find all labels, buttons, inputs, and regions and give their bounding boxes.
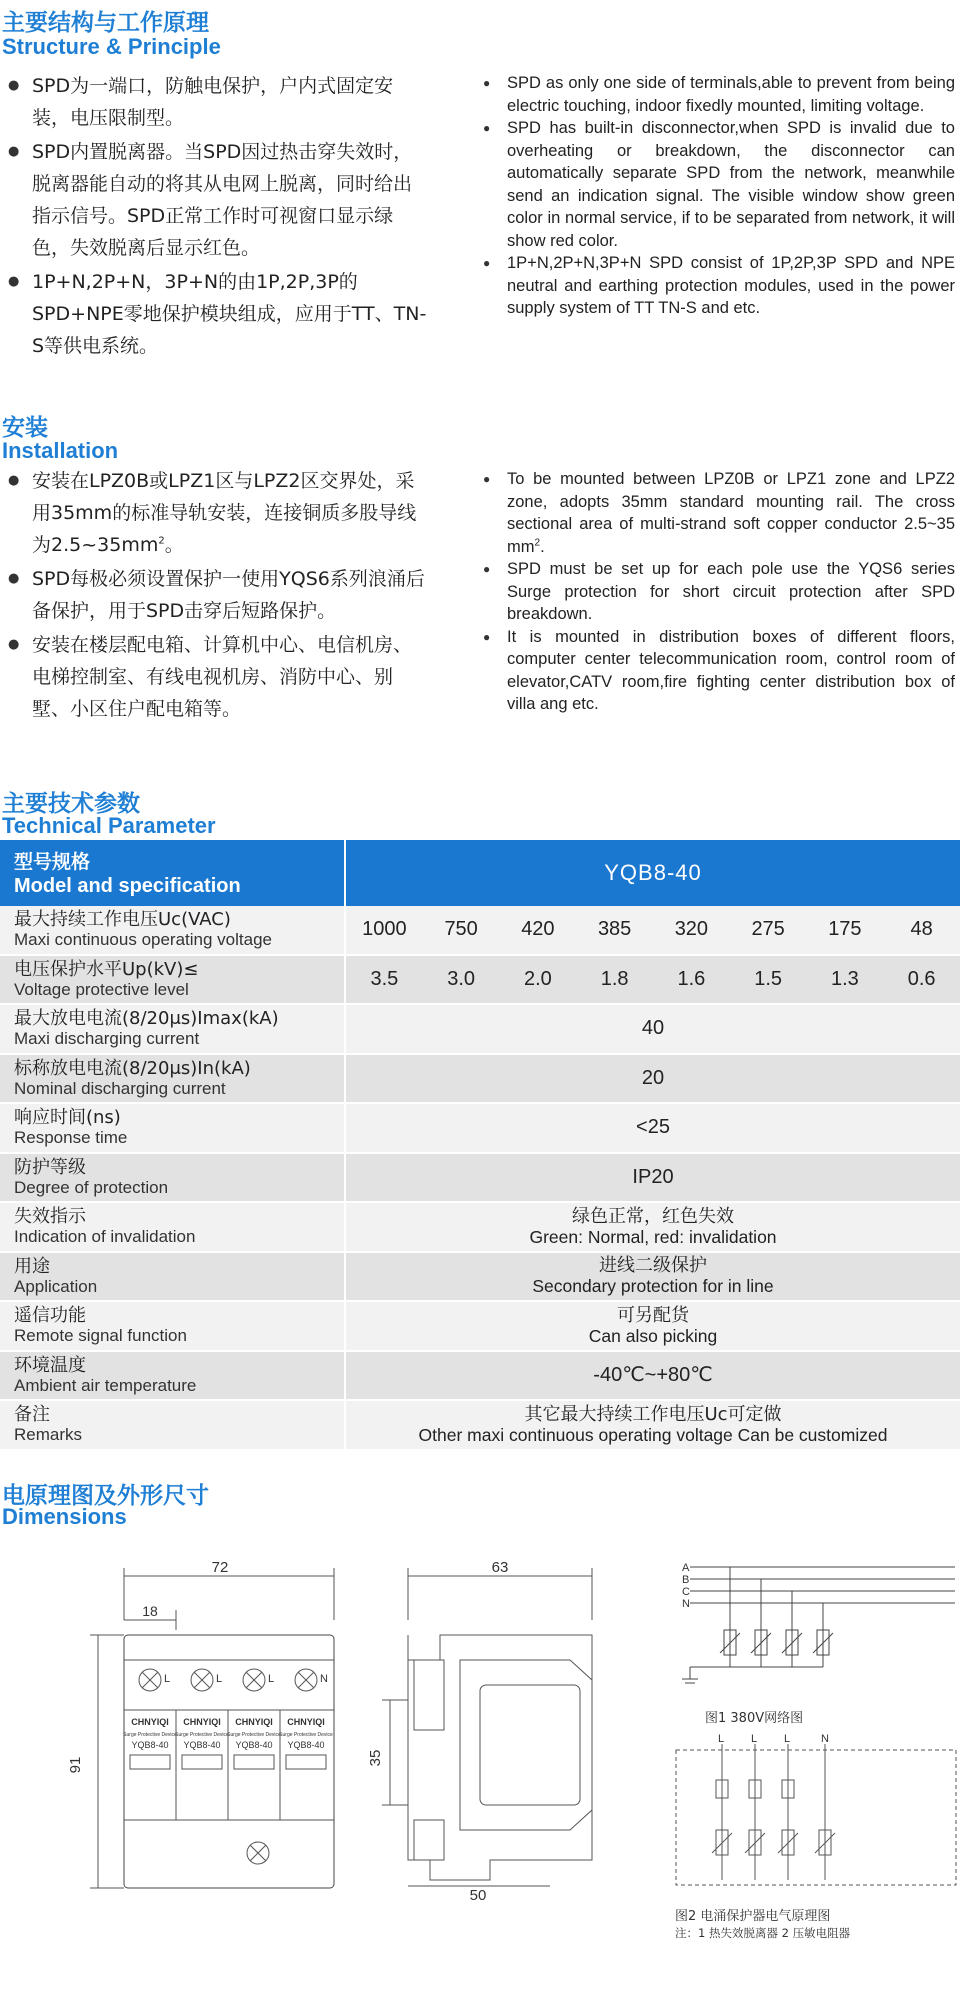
structure-en-list — [483, 72, 955, 320]
row-label-cn: 最大放电电流(8/20μs)Imax(kA) — [14, 1008, 279, 1029]
table-cell: IP20 — [632, 1165, 674, 1188]
table-row — [0, 1154, 960, 1204]
svg-text:Surge Protective Device: Surge Protective Device — [279, 1732, 333, 1738]
structure-cn-item: ● SPD内置脱离器。当SPD因过热击穿失效时，脱离器能自动的将其从电网上脱离，同时给出指示信号。SPD正常工作时可视窗口显示绿色，失效脱离后显示红色。 — [8, 136, 428, 264]
table-cell: 1.8 — [600, 967, 629, 990]
table-cell: 进线二级保护 Secondary protection for in line — [532, 1255, 774, 1297]
row-label-en: Maxi continuous operating voltage — [14, 930, 272, 949]
table-row — [0, 956, 960, 1006]
row-label-en: Application — [14, 1276, 98, 1296]
svg-text:YQB8-40: YQB8-40 — [183, 1740, 221, 1750]
installation-en-list — [483, 468, 955, 716]
row-label-cn: 环境温度 — [14, 1354, 86, 1376]
table-row — [0, 1253, 960, 1303]
table-cell: 0.6 — [907, 967, 936, 990]
structure-cn-list — [8, 70, 428, 364]
dim-rail-label: 35 — [367, 1749, 384, 1767]
svg-text:Surge Protective Device: Surge Protective Device — [123, 1732, 177, 1738]
svg-text:Surge Protective Device: Surge Protective Device — [227, 1732, 281, 1738]
svg-text:CHNYIQI: CHNYIQI — [235, 1717, 273, 1727]
svg-text:L: L — [216, 1673, 223, 1685]
installation-cn-item: ● 安装在LPZ0B或LPZ1区与LPZ2区交界处，采用35mm的标准导轨安装，连接铜质多股导线为$2.5\sim 35mm^2$。 — [8, 465, 428, 561]
structure-en-item: ● SPD has built-in disconnector,when SPD is invalid due to overheating or breakdown, the disconnector can automatically separate SPD from the network, meanwhile send an indication signal. The visible window show green color in normal service, if to be separated from network, it will show red color. — [483, 117, 955, 252]
svg-text:L: L — [268, 1673, 275, 1685]
svg-text:YQB8-40: YQB8-40 — [235, 1740, 273, 1750]
table-cell: 1.3 — [830, 967, 859, 990]
dim-side-width-label: 63 — [491, 1559, 509, 1576]
row-label-cn: 用途 — [14, 1255, 50, 1277]
installation-title-cn: 安装 — [2, 415, 48, 441]
fig2-note: 注：1 热失效脱离器 2 压敏电阻器 — [675, 1926, 851, 1940]
structure-title-cn: 主要结构与工作原理 — [2, 10, 209, 36]
structure-en-item: ● SPD as only one side of terminals,able to prevent from being electric touching, indoor fixedly mounted, limiting voltage. — [483, 72, 955, 117]
parameter-table — [0, 840, 960, 1451]
table-cell: 3.5 — [370, 967, 399, 990]
table-row — [0, 1005, 960, 1055]
row-label-en: Ambient air temperature — [14, 1375, 197, 1395]
svg-text:L: L — [784, 1733, 791, 1745]
table-row — [0, 1104, 960, 1154]
svg-text:N: N — [682, 1598, 690, 1610]
table-cell: 可另配货 Can also picking — [588, 1304, 718, 1346]
front-view-drawing — [60, 1560, 360, 1900]
network-diagram — [660, 1555, 960, 1700]
header-label-en: Model and specification — [14, 875, 241, 897]
table-cell: 绿色正常，红色失效 Green: Normal, red: invalidation — [529, 1205, 777, 1247]
table-cell: 48 — [910, 918, 933, 941]
row-label-cn: 电压保护水平Up(kV)≤ — [14, 958, 199, 980]
svg-text:N: N — [320, 1673, 328, 1685]
row-label-en: Remote signal function — [14, 1326, 187, 1345]
svg-text:CHNYIQI: CHNYIQI — [287, 1717, 325, 1727]
tech-title-cn: 主要技术参数 — [2, 791, 140, 817]
table-cell: 320 — [674, 918, 709, 941]
structure-en-item: ● 1P+N,2P+N,3P+N SPD consist of 1P,2P,3P SPD and NPE neutral and earthing protection modules, used in the power supply system of TT TN-S and etc. — [483, 252, 955, 320]
tech-title-en: Technical Parameter — [2, 813, 216, 838]
installation-cn-item: ● SPD每极必须设置保护一使用YQS6系列浪涌后备保护，用于SPD击穿后短路保护。 — [8, 563, 428, 627]
svg-text:Surge Protective Device: Surge Protective Device — [175, 1732, 229, 1738]
row-label-en: Maxi discharging current — [14, 1029, 200, 1048]
structure-cn-item: ● SPD为一端口，防触电保护，户内式固定安装，电压限制型。 — [8, 70, 428, 134]
dim-height-label: 91 — [67, 1756, 84, 1774]
table-row — [0, 1302, 960, 1352]
row-label-cn: 失效指示 — [14, 1206, 86, 1227]
table-cell: 175 — [828, 918, 862, 941]
svg-text:L: L — [751, 1733, 758, 1745]
row-label-cn: 防护等级 — [14, 1156, 86, 1178]
table-cell: 385 — [597, 918, 632, 941]
svg-text:B: B — [682, 1574, 690, 1586]
installation-en-item: ● It is mounted in distribution boxes of different floors, computer center telecommunication room, control room of elevator,CATV room,fire fighting center distribution box of villa ang etc. — [483, 626, 955, 716]
svg-text:YQB8-40: YQB8-40 — [287, 1740, 325, 1750]
row-label-cn: 遥信功能 — [14, 1305, 86, 1326]
table-row — [0, 1401, 960, 1451]
row-label-en: Voltage protective level — [14, 979, 189, 999]
structure-cn-item: ● 1P+N,2P+N，3P+N的由1P,2P,3P的SPD+NPE零地保护模块组成，应用于TT、TN-S等供电系统。 — [8, 266, 428, 362]
fig1-caption: 图1 380V网络图 — [705, 1711, 804, 1726]
installation-cn-item: ● 安装在楼层配电箱、计算机中心、电信机房、电梯控制室、有线电视机房、消防中心、别墅、小区住户配电箱等。 — [8, 629, 428, 725]
structure-title-en: Structure & Principle — [2, 34, 221, 59]
table-cell: 1.6 — [677, 967, 706, 990]
table-cell: 3.0 — [447, 967, 476, 990]
installation-title-en: Installation — [2, 438, 119, 463]
table-cell: 750 — [444, 918, 478, 941]
svg-text:C: C — [682, 1586, 690, 1598]
model-name: YQB8-40 — [346, 840, 960, 906]
row-label-cn: 标称放电电流(8/20μs)In(kA) — [14, 1057, 251, 1079]
side-view-drawing — [367, 1559, 610, 1904]
model-label: YQB8-40 — [131, 1740, 169, 1750]
table-cell: 2.0 — [523, 967, 552, 990]
dim-pole-label: 18 — [142, 1603, 158, 1619]
row-label-cn: 响应时间(ns) — [14, 1107, 121, 1128]
row-label-en: Remarks — [14, 1425, 83, 1444]
installation-en-item: ● SPD must be set up for each pole use the YQS6 series Surge protection for short circuit protection after SPD breakdown. — [483, 558, 955, 626]
dimensions-title-en: Dimensions — [2, 1504, 127, 1529]
installation-en-item: ● To be mounted between LPZ0B or LPZ1 zone and LPZ2 zone, adopts 35mm standard mounting rail. The cross sectional area of multi-strand soft copper conductor 2.5~35 $mm^2$. — [483, 468, 955, 558]
table-cell: -40℃~+80℃ — [593, 1363, 713, 1386]
header-label-cn: 型号规格 — [14, 851, 91, 873]
table-cell: 1000 — [362, 918, 407, 941]
table-cell: 40 — [641, 1017, 665, 1040]
table-cell: 其它最大持续工作电压Uc可定做 Other maxi continuous operating voltage Can be customized — [418, 1403, 888, 1445]
installation-cn-list — [8, 465, 428, 727]
row-label-en: Nominal discharging current — [14, 1078, 226, 1098]
row-label-en: Indication of invalidation — [14, 1227, 196, 1246]
table-row — [0, 1055, 960, 1105]
table-row — [0, 906, 960, 956]
fig2-caption: 图2 电涌保护器电气原理图 — [675, 1909, 831, 1924]
table-cell: <25 — [636, 1116, 670, 1139]
row-label-cn: 备注 — [14, 1404, 50, 1425]
row-label-cn: 最大持续工作电压Uc(VAC) — [14, 909, 231, 930]
svg-text:L: L — [718, 1733, 725, 1745]
table-cell: 1.5 — [754, 967, 783, 990]
svg-text:A: A — [682, 1562, 690, 1574]
svg-text:CHNYIQI: CHNYIQI — [183, 1717, 221, 1727]
table-cell: 420 — [521, 918, 555, 941]
table-cell: 20 — [641, 1066, 665, 1089]
schematic-diagram — [670, 1730, 960, 1890]
dim-width-label: 72 — [211, 1559, 229, 1576]
dimensions-title-cn: 电原理图及外形尺寸 — [2, 1483, 209, 1509]
table-row — [0, 1203, 960, 1253]
row-label-en: Response time — [14, 1128, 128, 1147]
table-row — [0, 1352, 960, 1402]
svg-text:N: N — [821, 1733, 829, 1745]
dim-depth-label: 50 — [469, 1887, 487, 1904]
table-header — [0, 840, 960, 906]
row-label-en: Degree of protection — [14, 1177, 169, 1197]
brand-label: CHNYIQI — [131, 1717, 169, 1727]
table-cell: 275 — [751, 918, 785, 941]
svg-text:L: L — [164, 1673, 171, 1685]
